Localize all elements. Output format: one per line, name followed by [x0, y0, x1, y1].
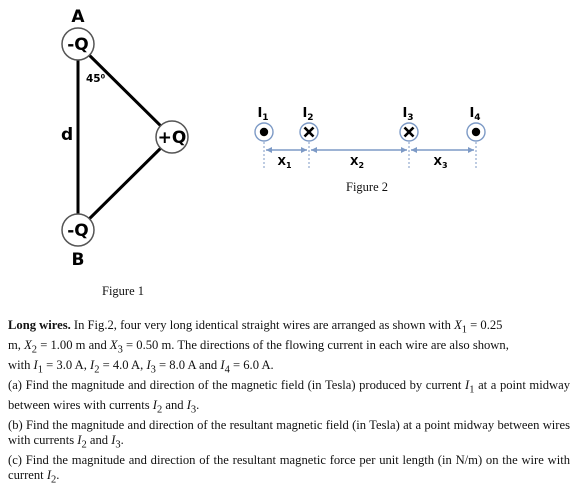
problem-intro: Long wires. In Fig.2, four very long identical straight wires are arranged as shown with $X_1 = 0.25$ m, $X_2 = 1.00$ m and $X_3 = 0.50$ m. The directions of the flowing current in each wire are also shown, with $I_1 = 3.0$ A, $I_2 = 4.0$ A, $I_3 = 8.0$ A and $I_4 = 6.0$ A. — [8, 318, 509, 376]
figure-2-wires — [255, 106, 485, 170]
charge-b-label: -Q — [67, 221, 89, 241]
wire-3-label: $I_3$ — [402, 106, 414, 123]
charge-right-label: +Q — [157, 128, 187, 148]
problem-part-c: (c) Find the magnitude and direction of the resultant magnetic force per unit length (in N/m) on the wire with current $I_2$. — [8, 452, 570, 486]
problem-title: Long wires. — [8, 318, 71, 332]
current-out-dot-icon — [472, 128, 480, 136]
arrowhead-left-icon — [266, 147, 272, 153]
vertex-b-label: B — [71, 250, 85, 270]
side-d-label: d — [61, 125, 74, 145]
problem-part-b: (b) Find the magnitude and direction of the resultant magnetic field (in Tesla) at a point midway between wires with currents $I_2$ and $I_3$. — [8, 417, 570, 451]
arrowhead-left-icon — [411, 147, 417, 153]
current-out-dot-icon — [260, 128, 268, 136]
gap-1-label: $X_1$ — [277, 155, 292, 170]
figure-2-caption: Figure 2 — [346, 180, 389, 194]
arrowhead-left-icon — [311, 147, 317, 153]
arrowhead-right-icon — [468, 147, 474, 153]
charge-a-label: -Q — [67, 35, 89, 55]
wire-1-label: $I_1$ — [257, 106, 269, 123]
angle-label: 45⁰ — [86, 73, 106, 85]
arrowhead-right-icon — [301, 147, 307, 153]
problem-statement — [8, 318, 570, 488]
gap-2-label: $X_2$ — [349, 155, 365, 170]
problem-part-a: (a) Find the magnitude and direction of the magnetic field (in Tesla) produced by current $I_1$ at a point midway between wires with currents $I_2$ and $I_3$. — [8, 377, 570, 416]
vertex-a-label: A — [71, 7, 85, 27]
figure-1-caption: Figure 1 — [102, 284, 145, 298]
wire-2-label: $I_2$ — [302, 106, 314, 123]
arrowhead-right-icon — [401, 147, 407, 153]
wire-4-label: $I_4$ — [469, 106, 481, 123]
gap-3-label: $X_3$ — [433, 155, 448, 170]
